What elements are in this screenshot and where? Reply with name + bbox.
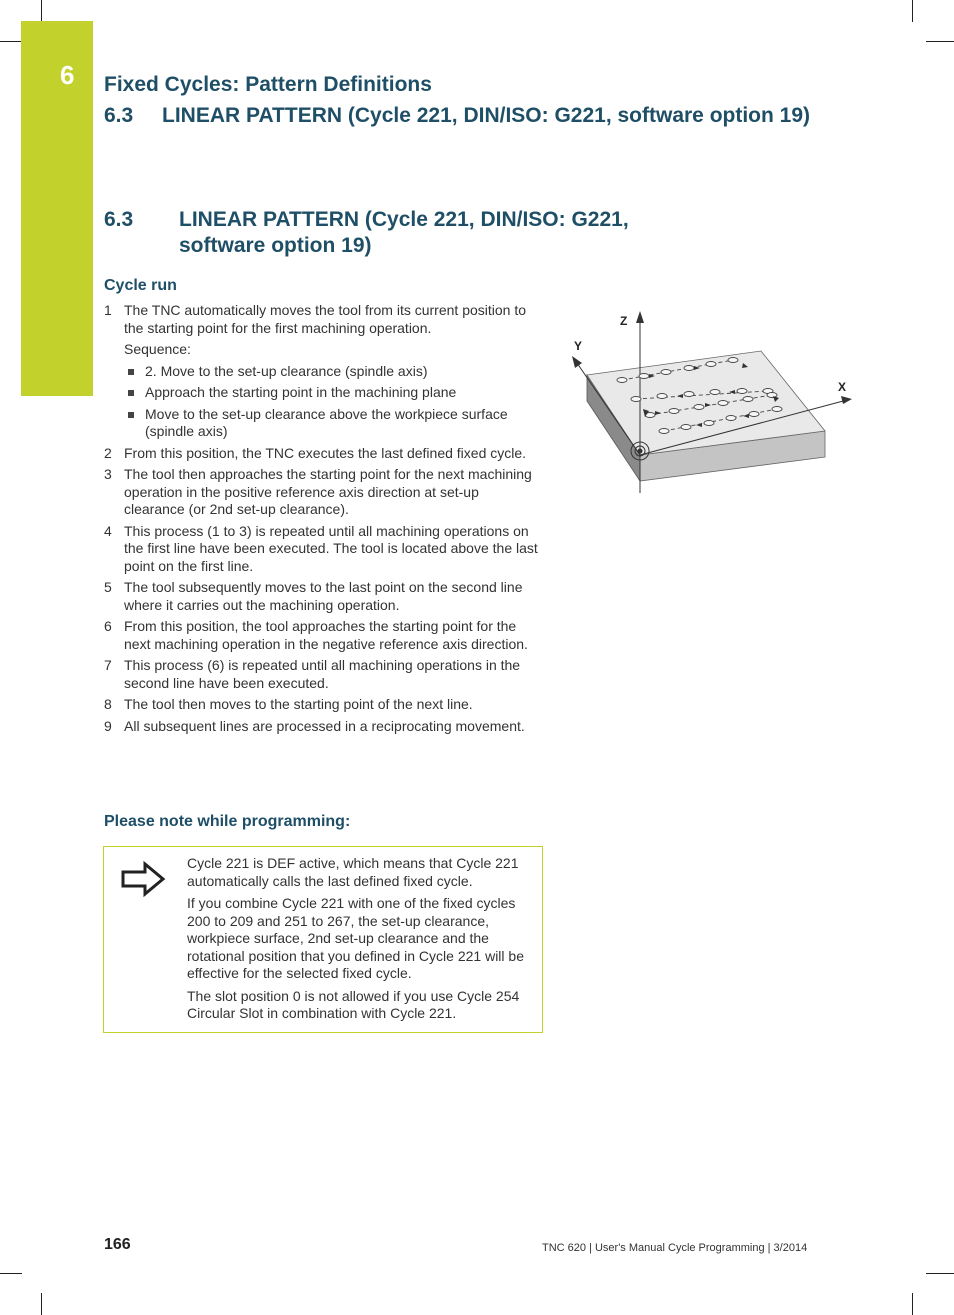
programming-notes-heading: Please note while programming: xyxy=(104,813,351,830)
sequence-list xyxy=(124,363,540,441)
footer-text: TNC 620 | User's Manual Cycle Programming | 3/2014 xyxy=(542,1242,808,1254)
section-title: LINEAR PATTERN (Cycle 221, DIN/ISO: G221, software option 19) xyxy=(179,208,629,257)
cycle-run-heading: Cycle run xyxy=(104,277,177,294)
step-item: 6 From this position, the tool approaches the starting point for the next machining operation in the negative reference axis direction. xyxy=(104,618,528,652)
step-item: 4 This process (1 to 3) is repeated until all machining operations on the first line have been executed. The tool is located above the last point on the first line. xyxy=(104,522,538,574)
axis-z-label: Z xyxy=(620,314,628,328)
section-number: 6.3 xyxy=(104,208,134,231)
crop-mark xyxy=(926,1273,954,1274)
list-item: 2. Move to the set-up clearance (spindle axis) xyxy=(124,363,540,381)
header-subtitle-number: 6.3 xyxy=(104,104,134,127)
header-title: Fixed Cycles: Pattern Definitions xyxy=(104,73,432,96)
header-subtitle-text: LINEAR PATTERN (Cycle 221, DIN/ISO: G221, software option 19) xyxy=(162,104,811,127)
sequence-label: Sequence: xyxy=(124,341,191,357)
step-item: 9 All subsequent lines are processed in a reciprocating movement. xyxy=(104,717,525,734)
note-paragraph: Cycle 221 is DEF active, which means that Cycle 221 automatically calls the last defined fixed cycle. xyxy=(187,855,519,889)
bullet-icon xyxy=(128,390,134,396)
axis-y-label: Y xyxy=(574,339,583,353)
step-item xyxy=(104,302,540,441)
step-text: The TNC automatically moves the tool from its current position to the starting point for the first machining operation. xyxy=(124,302,527,336)
note-paragraph: If you combine Cycle 221 with one of the fixed cycles 200 to 209 and 251 to 267, the set-up clearance, workpiece surface, 2nd set-up clearance and the rotational position that you defined in Cycle 221 will be effective for the selected fixed cycle. xyxy=(187,895,524,981)
crop-mark xyxy=(0,41,22,42)
list-item: Move to the set-up clearance above the workpiece surface (spindle axis) xyxy=(124,406,540,441)
crop-mark xyxy=(0,1273,22,1274)
bullet-icon xyxy=(128,412,134,418)
crop-mark xyxy=(41,1293,42,1315)
step-item: 7 This process (6) is repeated until all machining operations in the second line have been executed. xyxy=(104,657,521,691)
axis-x-label: X xyxy=(838,380,847,394)
page-number: 166 xyxy=(104,1236,131,1253)
note-paragraph: The slot position 0 is not allowed if you use Cycle 254 Circular Slot in combination with Cycle 221. xyxy=(187,987,520,1021)
header-subtitle xyxy=(104,104,810,128)
step-item: 3 The tool then approaches the starting point for the next machining operation in the positive reference axis direction at set-up clearance (or 2nd set-up clearance). xyxy=(104,466,532,517)
note-text xyxy=(187,855,537,1028)
crop-mark xyxy=(926,41,954,42)
bullet-icon xyxy=(128,369,134,375)
chapter-number: 6 xyxy=(60,60,75,90)
chapter-tab xyxy=(21,21,93,396)
linear-pattern-figure xyxy=(565,305,865,500)
arrow-right-icon xyxy=(120,861,166,902)
cycle-run-steps xyxy=(104,302,540,739)
list-item: Approach the starting point in the machining plane xyxy=(124,384,540,402)
step-item: 2 From this position, the TNC executes the last defined fixed cycle. xyxy=(104,444,527,461)
crop-mark xyxy=(41,0,42,22)
crop-mark xyxy=(912,0,913,22)
step-number: 1 xyxy=(104,302,112,318)
crop-mark xyxy=(912,1293,913,1315)
note-box xyxy=(103,846,543,1033)
step-item: 5 The tool subsequently moves to the last point on the second line where it carries out the machining operation. xyxy=(104,579,523,613)
step-item: 8 The tool then moves to the starting point of the next line. xyxy=(104,696,473,712)
